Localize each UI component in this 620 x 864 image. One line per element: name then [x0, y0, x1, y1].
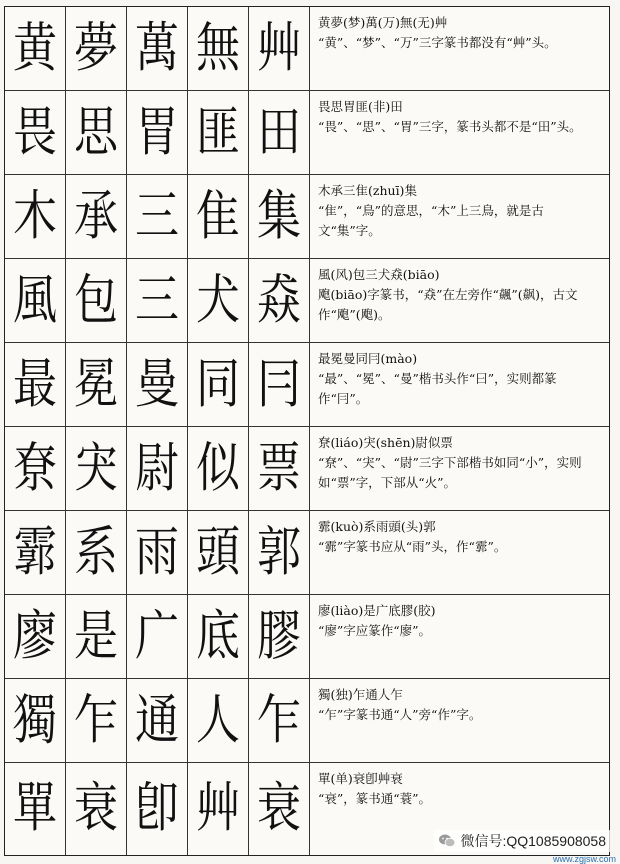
- seal-glyph-cell: [66, 7, 127, 91]
- annotation-text: “尞”、“宊”、“尉”三字下部楷书如同“小”，实则如“票”字，下部从“火”。: [318, 455, 582, 490]
- seal-glyph-cell: [127, 427, 188, 511]
- wechat-icon: [438, 833, 456, 849]
- annotation-heading: 獨(独)乍通人乍: [318, 687, 403, 702]
- seal-glyph-cell: [66, 343, 127, 427]
- seal-glyph: 票: [257, 436, 301, 499]
- seal-glyph: 萬: [135, 16, 179, 79]
- annotation-cell: [310, 679, 609, 763]
- annotation-text: “畏”、“思”、“胃”三字，篆书头都不是“田”头。: [318, 119, 582, 134]
- seal-glyph-cell: [5, 175, 66, 259]
- seal-glyph: 匪: [196, 100, 240, 163]
- seal-glyph: 底: [196, 604, 240, 667]
- seal-glyph-cell: [127, 91, 188, 175]
- wechat-watermark: [434, 830, 610, 852]
- seal-glyph-cell: [249, 763, 310, 855]
- seal-glyph: 三: [135, 268, 179, 331]
- seal-glyph: 畏: [13, 100, 57, 163]
- seal-glyph: 三: [135, 184, 179, 247]
- seal-glyph-cell: [188, 343, 249, 427]
- seal-glyph-cell: [66, 91, 127, 175]
- site-url: www.zgjsw.com: [552, 854, 616, 864]
- seal-glyph: 是: [74, 604, 118, 667]
- annotation-heading: 廖(liào)是广底膠(胶): [318, 603, 436, 618]
- seal-glyph-cell: [127, 679, 188, 763]
- seal-glyph-cell: [127, 259, 188, 343]
- annotation-cell: [310, 91, 609, 175]
- seal-glyph-cell: [127, 763, 188, 855]
- annotation-cell: [310, 427, 609, 511]
- seal-glyph: 木: [13, 184, 57, 247]
- seal-glyph-cell: [5, 679, 66, 763]
- seal-glyph: 乍: [74, 688, 118, 751]
- seal-glyph-cell: [127, 343, 188, 427]
- seal-glyph-cell: [249, 343, 310, 427]
- seal-glyph: 尉: [135, 436, 179, 499]
- seal-glyph-cell: [5, 595, 66, 679]
- annotation-heading: 黄夢(梦)萬(万)無(无)艸: [318, 15, 448, 30]
- seal-glyph-cell: [127, 175, 188, 259]
- seal-glyph: 乍: [257, 688, 301, 751]
- seal-glyph-cell: [188, 7, 249, 91]
- seal-glyph-cell: [66, 427, 127, 511]
- seal-glyph: 冃: [257, 352, 301, 415]
- seal-glyph: 郭: [257, 520, 301, 583]
- seal-glyph: 頭: [196, 520, 240, 583]
- seal-glyph: 承: [74, 184, 118, 247]
- seal-glyph: 隹: [196, 184, 240, 247]
- annotation-heading: 尞(liáo)宊(shēn)尉似票: [318, 435, 453, 450]
- watermark-text: 微信号:QQ1085908058: [460, 833, 606, 849]
- annotation-cell: [310, 343, 609, 427]
- seal-glyph: 衰: [74, 777, 118, 840]
- seal-glyph: 同: [196, 352, 240, 415]
- seal-glyph: 包: [74, 268, 118, 331]
- seal-glyph-cell: [66, 763, 127, 855]
- seal-glyph: 艸: [196, 777, 240, 840]
- annotation-heading: 單(单)衰卽艸衰: [318, 771, 403, 786]
- seal-glyph-cell: [249, 679, 310, 763]
- character-table: [4, 6, 610, 856]
- seal-glyph: 田: [257, 100, 301, 163]
- seal-glyph-cell: [249, 511, 310, 595]
- seal-glyph: 霩: [13, 520, 57, 583]
- seal-glyph-cell: [188, 679, 249, 763]
- seal-glyph: 思: [74, 100, 118, 163]
- seal-glyph-cell: [5, 259, 66, 343]
- seal-glyph: 艸: [257, 16, 301, 79]
- annotation-text: “隹”，“鳥”的意思，“木”上三鳥，就是古文“集”字。: [318, 203, 544, 238]
- annotation-heading: 風(风)包三犬猋(biāo): [318, 267, 440, 282]
- seal-glyph: 系: [74, 520, 118, 583]
- seal-glyph: 最: [13, 352, 57, 415]
- seal-glyph: 獨: [13, 688, 57, 751]
- seal-glyph-cell: [249, 595, 310, 679]
- seal-glyph-cell: [249, 91, 310, 175]
- seal-glyph-cell: [188, 259, 249, 343]
- annotation-heading: 木承三隹(zhuī)集: [318, 183, 417, 198]
- seal-glyph: 犬: [196, 268, 240, 331]
- seal-glyph: 猋: [257, 268, 301, 331]
- seal-glyph-cell: [5, 763, 66, 855]
- seal-glyph-cell: [127, 7, 188, 91]
- seal-glyph: 胃: [135, 100, 179, 163]
- seal-glyph-cell: [66, 595, 127, 679]
- seal-glyph-cell: [66, 175, 127, 259]
- seal-glyph-cell: [5, 511, 66, 595]
- seal-glyph: 卽: [135, 777, 179, 840]
- seal-glyph-cell: [188, 175, 249, 259]
- annotation-text: “衰”，篆书通“蓑”。: [318, 791, 432, 806]
- seal-glyph-cell: [66, 511, 127, 595]
- seal-glyph: 广: [135, 604, 179, 667]
- annotation-text: 飑(biāo)字篆书，“猋”在左旁作“飆”(飙)，古文作“飑”(飑)。: [318, 287, 578, 322]
- seal-glyph: 冕: [74, 352, 118, 415]
- seal-glyph-cell: [188, 763, 249, 855]
- seal-glyph: 尞: [13, 436, 57, 499]
- seal-glyph: 宊: [74, 436, 118, 499]
- annotation-cell: [310, 511, 609, 595]
- seal-glyph: 集: [257, 184, 301, 247]
- seal-glyph-cell: [127, 511, 188, 595]
- annotation-cell: [310, 175, 609, 259]
- seal-glyph-cell: [66, 259, 127, 343]
- annotation-text: “霩”字篆书应从“雨”头，作“霩”。: [318, 539, 507, 554]
- seal-glyph-cell: [127, 595, 188, 679]
- seal-glyph: 黄: [13, 16, 57, 79]
- annotation-heading: 最冕曼同冃(mào): [318, 351, 418, 366]
- seal-glyph: 廖: [13, 604, 57, 667]
- annotation-heading: 霩(kuò)系雨頭(头)郭: [318, 519, 436, 534]
- seal-glyph: 曼: [135, 352, 179, 415]
- seal-glyph: 雨: [135, 520, 179, 583]
- seal-glyph-cell: [5, 427, 66, 511]
- annotation-text: “黄”、“梦”、“万”三字篆书都没有“艸”头。: [318, 35, 557, 50]
- annotation-text: “乍”字篆书通“人”旁“作”字。: [318, 707, 482, 722]
- annotation-text: “廖”字应篆作“廖”。: [318, 623, 432, 638]
- seal-glyph: 通: [135, 688, 179, 751]
- seal-glyph-cell: [188, 91, 249, 175]
- seal-glyph-cell: [188, 511, 249, 595]
- seal-glyph-cell: [188, 427, 249, 511]
- seal-glyph: 無: [196, 16, 240, 79]
- seal-glyph: 風: [13, 268, 57, 331]
- seal-glyph: 衰: [257, 777, 301, 840]
- seal-glyph: 膠: [257, 604, 301, 667]
- annotation-cell: [310, 7, 609, 91]
- seal-glyph-cell: [66, 679, 127, 763]
- annotation-cell: [310, 259, 609, 343]
- seal-glyph: 似: [196, 436, 240, 499]
- seal-glyph: 單: [13, 777, 57, 840]
- seal-glyph-cell: [249, 427, 310, 511]
- annotation-text: “最”、“冕”、“曼”楷书头作“曰”，实则都篆作“冃”。: [318, 371, 557, 406]
- seal-glyph-cell: [5, 343, 66, 427]
- annotation-cell: [310, 595, 609, 679]
- seal-glyph: 夢: [74, 16, 118, 79]
- seal-glyph-cell: [188, 595, 249, 679]
- seal-glyph-cell: [249, 259, 310, 343]
- seal-glyph: 人: [196, 688, 240, 751]
- seal-glyph-cell: [249, 175, 310, 259]
- annotation-heading: 畏思胃匪(非)田: [318, 99, 403, 114]
- seal-glyph-cell: [249, 7, 310, 91]
- seal-glyph-cell: [5, 91, 66, 175]
- seal-glyph-cell: [5, 7, 66, 91]
